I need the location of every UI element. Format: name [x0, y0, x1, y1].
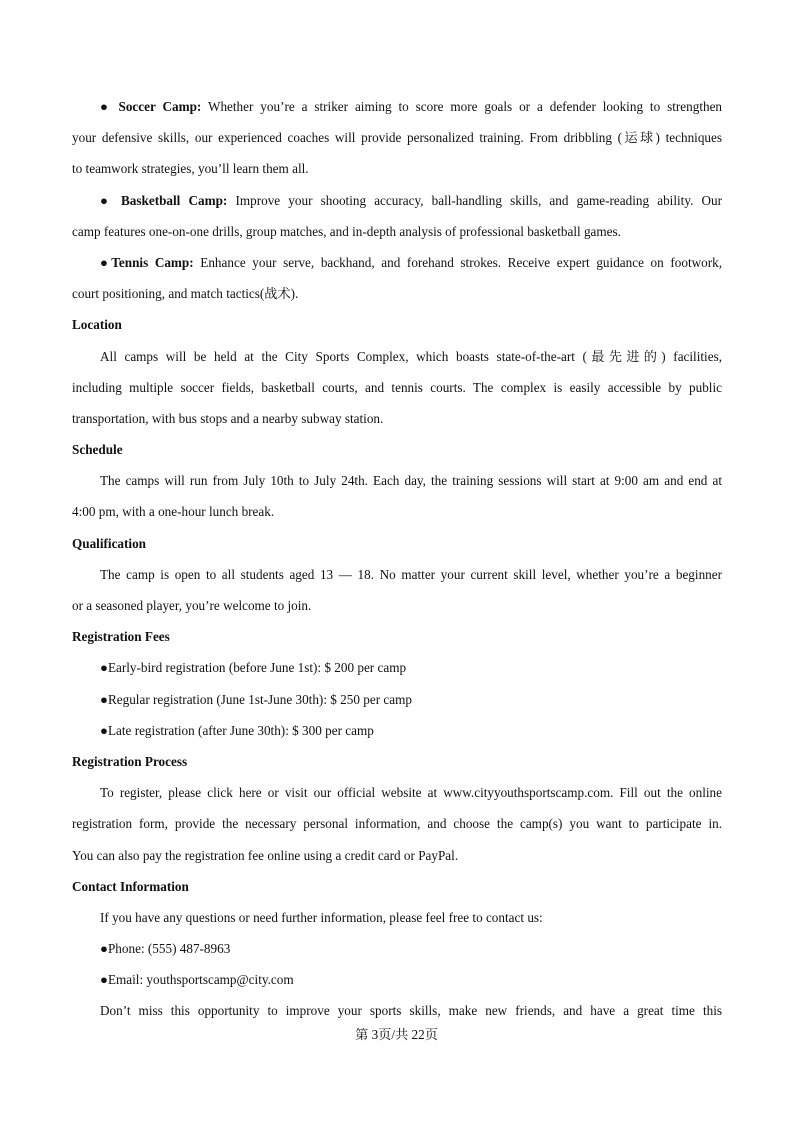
- contact-heading: Contact Information: [72, 878, 189, 894]
- fee-regular: Regular registration (June 1st-June 30th): $ 250 per camp: [107, 691, 412, 707]
- phone-text: Phone: (555) 487-8963: [107, 941, 231, 957]
- tennis-camp-line-1: [72, 247, 722, 278]
- qualification-line-2: or a seasoned player, you’re welcome to join.: [72, 598, 312, 613]
- bullet-icon: ●: [100, 192, 113, 208]
- process-line-3: You can also pay the registration fee online using a credit card or PayPal.: [72, 847, 459, 863]
- tennis-camp-line-2: court positioning, and match tactics(战术).: [72, 286, 299, 302]
- location-heading: Location: [72, 317, 122, 333]
- basketball-camp-line-2: camp features one-on-one drills, group matches, and in-depth analysis of professional basketball games.: [72, 223, 621, 239]
- process-line-2: registration form, provide the necessary personal information, and choose the camp(s) you want to participate in.: [72, 816, 722, 832]
- bullet-icon: ●: [100, 941, 108, 957]
- bullet-icon: ●: [100, 254, 112, 270]
- contact-phone: [72, 933, 722, 964]
- registration-process-heading: Registration Process: [72, 753, 188, 769]
- page-content: [72, 91, 722, 1027]
- registration-fees-heading: Registration Fees: [72, 629, 170, 645]
- soccer-camp-line-1: [72, 91, 722, 122]
- bullet-icon: ●: [100, 691, 108, 707]
- location-line-1: All camps will be held at the City Sports Complex, which boasts state-of-the-art (最先进的) facilities,: [100, 348, 722, 364]
- fee-late: Late registration (after June 30th): $ 300 per camp: [107, 722, 374, 738]
- process-line-1: To register, please click here or visit our official website at www.cityyouthsportscamp.com. Fill out the online: [100, 785, 722, 801]
- basketball-camp-title: Basketball Camp:: [120, 192, 228, 208]
- soccer-camp-title: Soccer Camp:: [118, 99, 202, 114]
- basketball-camp-text-1: Improve your shooting accuracy, ball-handling skills, and game-reading ability. Our: [235, 192, 722, 208]
- fee-item: [72, 715, 722, 746]
- fee-item: [72, 652, 722, 683]
- soccer-camp-line-2: your defensive skills, our experienced coaches will provide personalized training. From dribbling (运球) techniques: [72, 130, 722, 146]
- soccer-camp-line-3: to teamwork strategies, you’ll learn them all.: [72, 161, 309, 177]
- contact-email: [72, 964, 722, 995]
- qualification-line-1: The camp is open to all students aged 13 — 18. No matter your current skill level, whether you’re a beginner: [100, 566, 722, 582]
- fee-early-bird: Early-bird registration (before June 1st): $ 200 per camp: [107, 660, 407, 676]
- bullet-icon: ●: [100, 972, 108, 988]
- contact-intro: If you have any questions or need further information, please feel free to contact us:: [100, 909, 543, 925]
- qualification-heading: Qualification: [72, 535, 146, 551]
- tennis-camp-text-1: Enhance your serve, backhand, and forehand strokes. Receive expert guidance on footwork,: [200, 254, 722, 270]
- closing-line: Don’t miss this opportunity to improve your sports skills, make new friends, and have a great time this: [100, 1003, 722, 1019]
- email-text: Email: youthsportscamp@city.com: [107, 972, 294, 988]
- page-footer: 第 3页/共 22页: [355, 1027, 438, 1042]
- schedule-line-1: The camps will run from July 10th to July 24th. Each day, the training sessions will start at 9:00 am and end at: [100, 473, 722, 489]
- schedule-line-2: 4:00 pm, with a one-hour lunch break.: [72, 504, 275, 520]
- bullet-icon: ●: [100, 722, 108, 738]
- soccer-camp-text-1: Whether you’re a striker aiming to score more goals or a defender looking to strengthen: [208, 99, 722, 114]
- basketball-camp-line-1: [72, 185, 722, 216]
- location-line-3: transportation, with bus stops and a nearby subway station.: [72, 410, 384, 426]
- location-line-2: including multiple soccer fields, basketball courts, and tennis courts. The complex is easily accessible by public: [72, 379, 722, 395]
- tennis-camp-title: Tennis Camp:: [111, 254, 194, 270]
- bullet-icon: ●: [100, 660, 108, 676]
- fee-item: [72, 684, 722, 715]
- schedule-heading: Schedule: [72, 442, 123, 458]
- bullet-icon: ●: [100, 99, 112, 114]
